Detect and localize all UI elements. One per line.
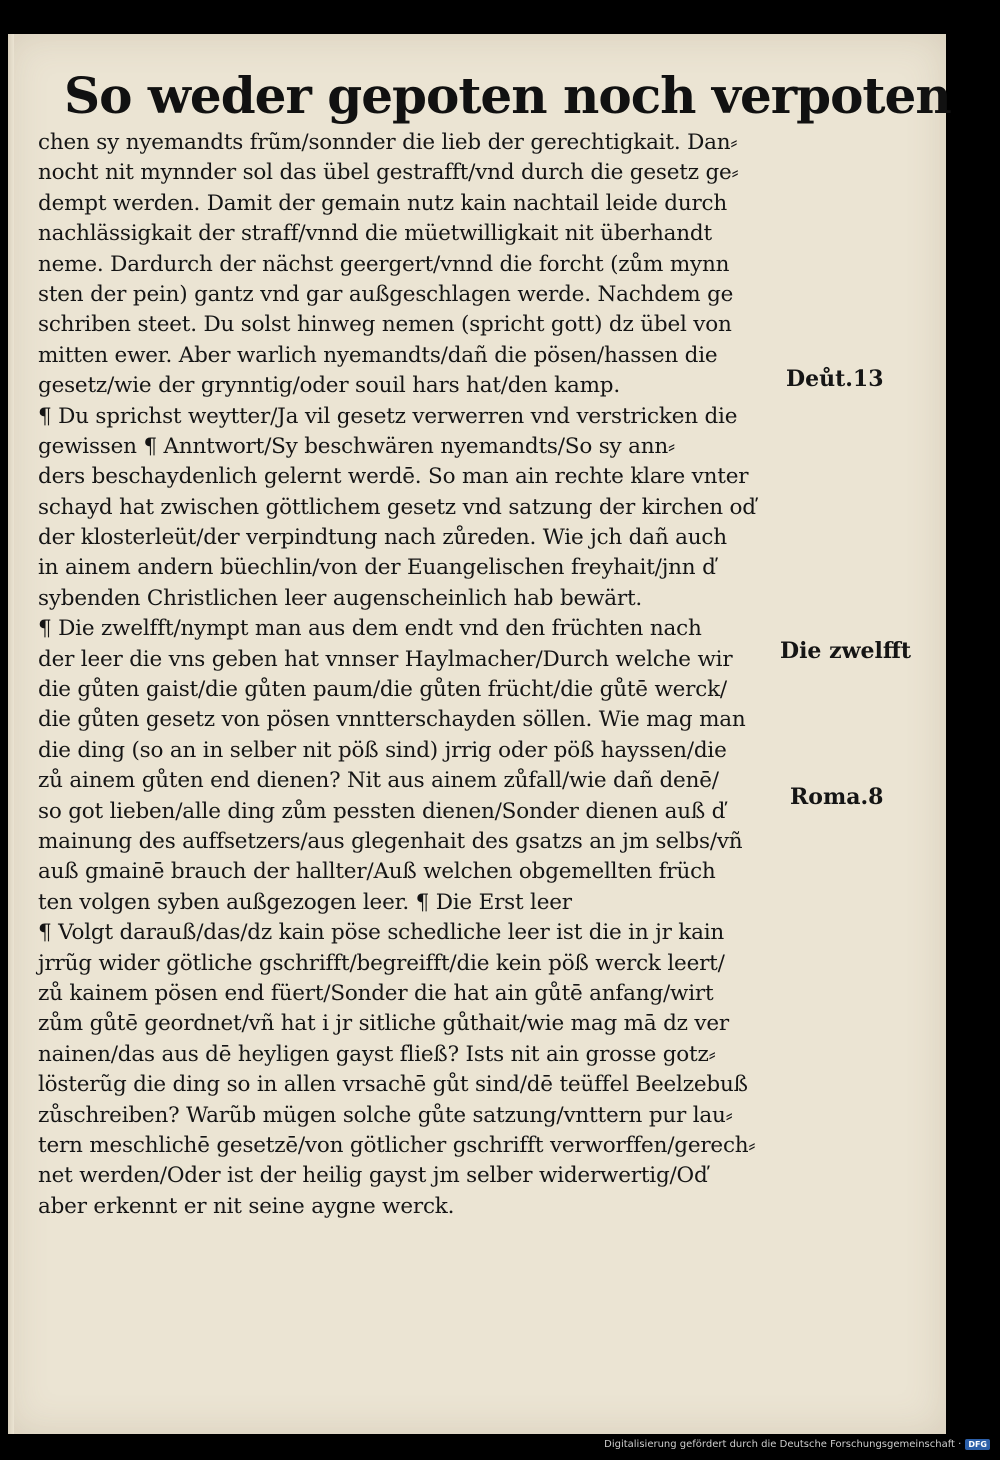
footer-text: Digitalisierung gefördert durch die Deutsche Forschungsgemeinschaft · <box>604 1439 962 1450</box>
text-line: jrrũg wider götliche gschrifft/begreifft/die kein pöß werck leert/ <box>38 950 725 976</box>
text-line: sten der pein) gantz vnd gar außgeschlagen werde. Nachdem ge <box>38 281 734 307</box>
text-line: die gůten gesetz von pösen vnntterschayden söllen. Wie mag man <box>38 707 746 733</box>
text-line: gewissen ¶ Anntwort/Sy beschwären nyemandts/So sy ann⸗ <box>38 433 675 459</box>
text-line: ten volgen syben außgezogen leer. ¶ Die Erst leer <box>38 889 572 915</box>
footer-credit <box>604 1439 990 1450</box>
text-line: tern meschlichē gesetzē/von götlicher gschrifft verworffen/gerech⸗ <box>38 1132 756 1158</box>
margin-note-deut: Deůt.13 <box>786 366 884 392</box>
text-line: die gůten gaist/die gůten paum/die gůten frücht/die gůtē werck/ <box>38 677 727 703</box>
text-line: ¶ Du sprichst weytter/Ja vil gesetz verwerren vnd verstricken die <box>38 403 738 429</box>
text-line: zůschreiben? Warũb mügen solche gůte satzung/vnttern pur lau⸗ <box>38 1102 733 1128</box>
text-line: sybenden Christlichen leer augenscheinlich hab bewärt. <box>38 585 643 611</box>
text-line: die ding (so an in selber nit pöß sind) jrrig oder pöß hayssen/die <box>38 737 727 763</box>
text-line: zů kainem pösen end füert/Sonder die hat ain gůtē anfang/wirt <box>38 980 714 1006</box>
text-line: ¶ Die zwelfft/nympt man aus dem endt vnd den früchten nach <box>38 616 702 642</box>
text-line: neme. Dardurch der nächst geergert/vnnd die forcht (zům mynn <box>38 251 730 277</box>
margin-note-zwelfft: Die zwelfft <box>780 638 912 664</box>
text-line: gesetz/wie der grynntig/oder souil hars hat/den kamp. <box>38 373 621 399</box>
text-line: der klosterleüt/der verpindtung nach zůreden. Wie jch dañ auch <box>38 525 727 551</box>
running-title: So weder gepoten noch verpoten <box>64 66 951 125</box>
text-line: nachlässigkait der straff/vnnd die müetwilligkait nit überhandt <box>38 221 712 247</box>
text-line: in ainem andern büechlin/von der Euangelischen freyhait/jnn ď <box>38 555 716 581</box>
text-line: lösterũg die ding so in allen vrsachē gůt sind/dē teüffel Beelzebuß <box>38 1072 748 1098</box>
text-line: zům gůtē geordnet/vñ hat i jr sitliche gůthait/wie mag mā dz ver <box>38 1011 729 1037</box>
text-line: zů ainem gůten end dienen? Nit aus ainem zůfall/wie dañ denē/ <box>38 768 719 794</box>
margin-note-roma: Roma.8 <box>790 784 884 810</box>
text-line: chen sy nyemandts frũm/sonnder die lieb der gerechtigkait. Dan⸗ <box>38 130 738 155</box>
text-line: mitten ewer. Aber warlich nyemandts/dañ die pösen/hassen die <box>38 342 718 368</box>
text-line: dempt werden. Damit der gemain nutz kain nachtail leide durch <box>38 190 728 216</box>
text-line: der leer die vns geben hat vnnser Haylmacher/Durch welche wir <box>38 646 733 672</box>
dfg-logo-icon: DFG <box>965 1439 990 1450</box>
text-line: mainung des auffsetzers/aus glegenhait des gsatzs an jm selbs/vñ <box>38 828 743 854</box>
text-line: schriben steet. Du solst hinweg nemen (spricht gott) dz übel von <box>38 312 732 338</box>
text-line: auß gmainē brauch der hallter/Auß welchen obgemellten früch <box>38 859 716 885</box>
text-line: nocht nit mynnder sol das übel gestrafft/vnd durch die gesetz ge⸗ <box>38 160 739 186</box>
page-edge <box>8 34 14 1434</box>
text-line: so got lieben/alle ding zům pessten dienen/Sonder dienen auß ď <box>38 798 726 824</box>
text-line: schayd hat zwischen göttlichem gesetz vnd satzung der kirchen oď <box>38 494 756 520</box>
text-line: ders beschaydenlich gelernt werdē. So man ain rechte klare vnter <box>38 464 749 490</box>
text-line: aber erkennt er nit seine aygne werck. <box>38 1193 455 1219</box>
text-line: net werden/Oder ist der heilig gayst jm selber widerwertig/Oď <box>38 1163 708 1189</box>
body-text <box>38 128 778 1222</box>
text-line: nainen/das aus dē heyligen gayst fließ? Ists nit ain grosse gotz⸗ <box>38 1041 716 1067</box>
text-line: ¶ Volgt darauß/das/dz kain pöse schedliche leer ist die in jr kain <box>38 920 725 946</box>
